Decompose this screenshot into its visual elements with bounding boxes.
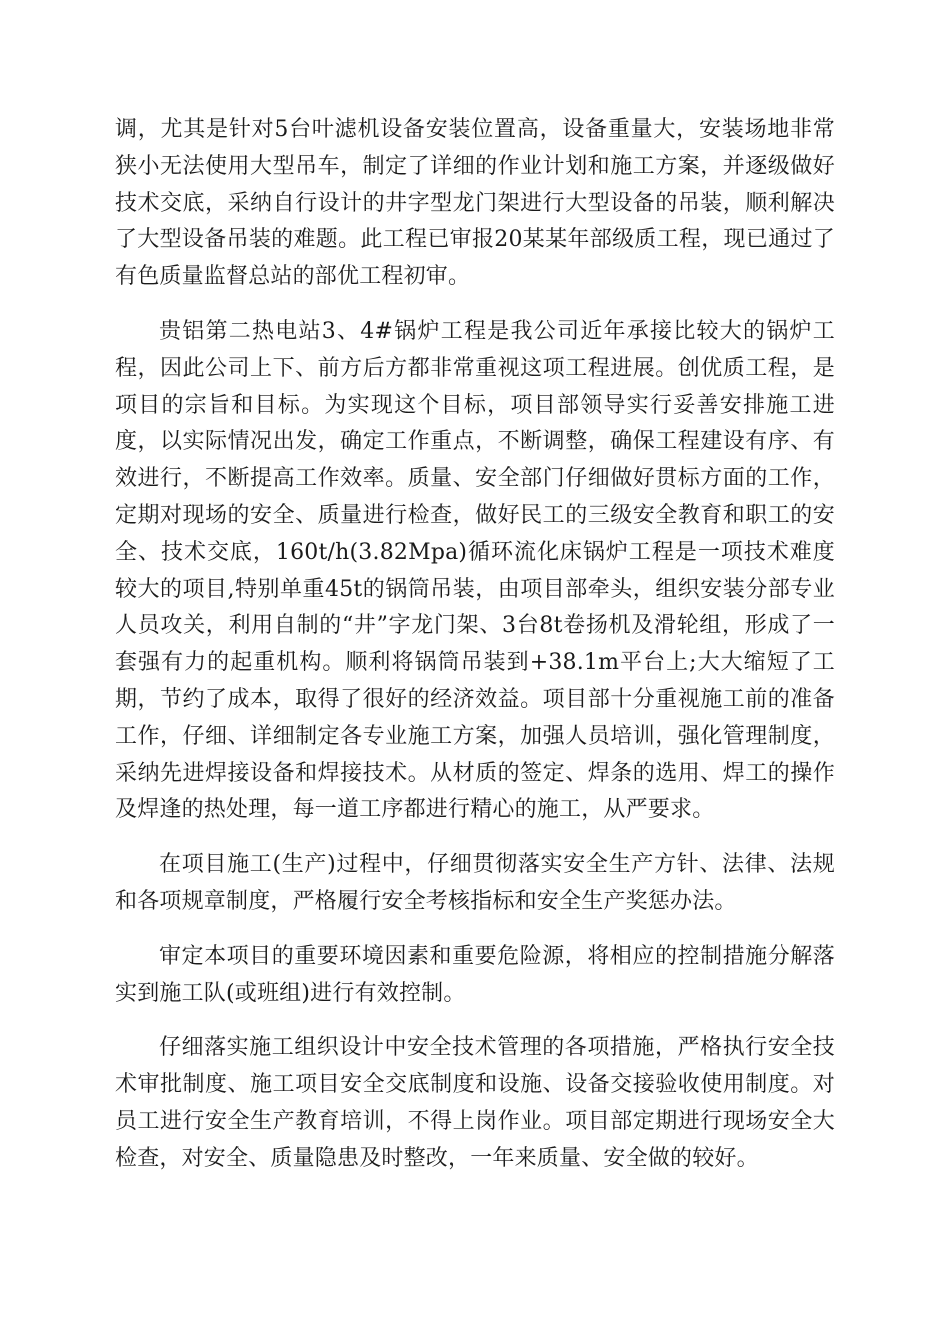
paragraph-2: 贵铝第二热电站3、4#锅炉工程是我公司近年承接比较大的锅炉工程，因此公司上下、前方后方都非常重视这项工程进展。创优质工程，是项目的宗旨和目标。为实现这个目标，项目部领导实行妥善安排施工进度，以实际情况出发，确定工作重点，不断调整，确保工程建设有序、有效进行，不断提高工作效率。质量、安全部门仔细做好贯标方面的工作，定期对现场的安全、质量进行检查，做好民工的三级安全教育和职工的安全、技术交底，160t/h(3.82Mpa)循环流化床锅炉工程是一项技术难度较大的项目,特别单重45t的锅筒吊装，由项目部牵头，组织安装分部专业人员攻关，利用自制的“井”字龙门架、3台8t卷扬机及滑轮组，形成了一套强有力的起重机构。顺利将锅筒吊装到+38.1m平台上;大大缩短了工期，节约了成本，取得了很好的经济效益。项目部十分重视施工前的准备工作，仔细、详细制定各专业施工方案，加强人员培训，强化管理制度，采纳先进焊接设备和焊接技术。从材质的签定、焊条的选用、焊工的操作及焊逢的热处理，每一道工序都进行精心的施工，从严要求。 xyxy=(115,318,835,823)
paragraph-3: 在项目施工(生产)过程中，仔细贯彻落实安全生产方针、法律、法规和各项规章制度，严格履行安全考核指标和安全生产奖惩办法。 xyxy=(115,852,835,914)
paragraph-5: 仔细落实施工组织设计中安全技术管理的各项措施，严格执行安全技术审批制度、施工项目安全交底制度和设施、设备交接验收使用制度。对员工进行安全生产教育培训，不得上岗作业。项目部定期进行现场安全大检查，对安全、质量隐患及时整改，一年来质量、安全做的较好。 xyxy=(115,1035,835,1171)
document-body xyxy=(115,112,835,1178)
paragraph-4: 审定本项目的重要环境因素和重要危险源，将相应的控制措施分解落实到施工队(或班组)进行有效控制。 xyxy=(115,943,835,1006)
paragraph-1: 调，尤其是针对5台叶滤机设备安装位置高，设备重量大，安装场地非常狭小无法使用大型吊车，制定了详细的作业计划和施工方案，并逐级做好技术交底，采纳自行设计的井字型龙门架进行大型设备的吊装，顺利解决了大型设备吊装的难题。此工程已审报20某某年部级质工程，现已通过了有色质量监督总站的部优工程初审。 xyxy=(115,117,835,290)
